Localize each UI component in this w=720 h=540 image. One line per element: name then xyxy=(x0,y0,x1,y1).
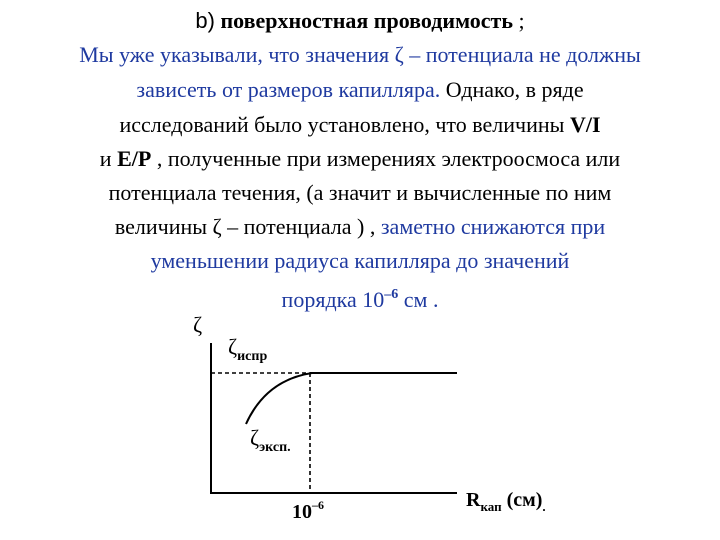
x-axis-label xyxy=(466,489,546,515)
text-line-9-text: порядка 10 xyxy=(281,287,385,312)
x-tick-exponent: –6 xyxy=(312,498,324,512)
text-line-3-black: Однако, в ряде xyxy=(440,77,584,102)
heading-title: поверхностная проводимость xyxy=(220,8,513,33)
text-line-9-exponent: –6 xyxy=(384,287,399,302)
zeta-ispr-symbol: ζ xyxy=(228,334,238,359)
text-line-4-text: исследований было установлено, что величины xyxy=(119,112,570,137)
text-line-5-end: , полученные при измерениях электроосмоса или xyxy=(151,146,621,171)
y-axis-label: ζ xyxy=(193,312,203,337)
text-line-5-start: и xyxy=(99,146,118,171)
text-line-2: Мы уже указывали, что значения ζ – потенциала не должны xyxy=(79,42,641,67)
zeta-curve xyxy=(246,373,312,424)
x-tick-base: 10 xyxy=(292,501,312,523)
x-axis-units: (см) xyxy=(501,489,543,511)
x-axis-period: . xyxy=(542,499,546,514)
text-line-7-blue: заметно снижаются при xyxy=(375,214,606,239)
text-line-7-black: величины ζ – потенциала ) , xyxy=(114,214,376,239)
zeta-eksp-label xyxy=(250,425,291,456)
x-axis-subscript: кап xyxy=(480,499,502,514)
x-axis-symbol: R xyxy=(466,489,481,511)
text-line-3-blue: зависеть от размеров капилляра. xyxy=(136,77,441,102)
zeta-ispr-label xyxy=(228,334,267,365)
zeta-ispr-subscript: испр xyxy=(237,349,268,364)
ratio-ep: E/P xyxy=(117,146,152,171)
text-line-9-end: см . xyxy=(398,287,439,312)
heading-prefix: b) xyxy=(195,8,215,33)
x-tick-label xyxy=(292,498,324,524)
text-line-8: уменьшении радиуса капилляра до значений xyxy=(150,248,570,273)
zeta-eksp-symbol: ζ xyxy=(250,425,260,450)
heading-suffix: ; xyxy=(512,8,525,33)
zeta-eksp-subscript: эксп. xyxy=(259,440,291,455)
text-line-6: потенциала течения, (а значит и вычисленные по ним xyxy=(108,180,612,205)
ratio-vi: V/I xyxy=(569,112,601,137)
